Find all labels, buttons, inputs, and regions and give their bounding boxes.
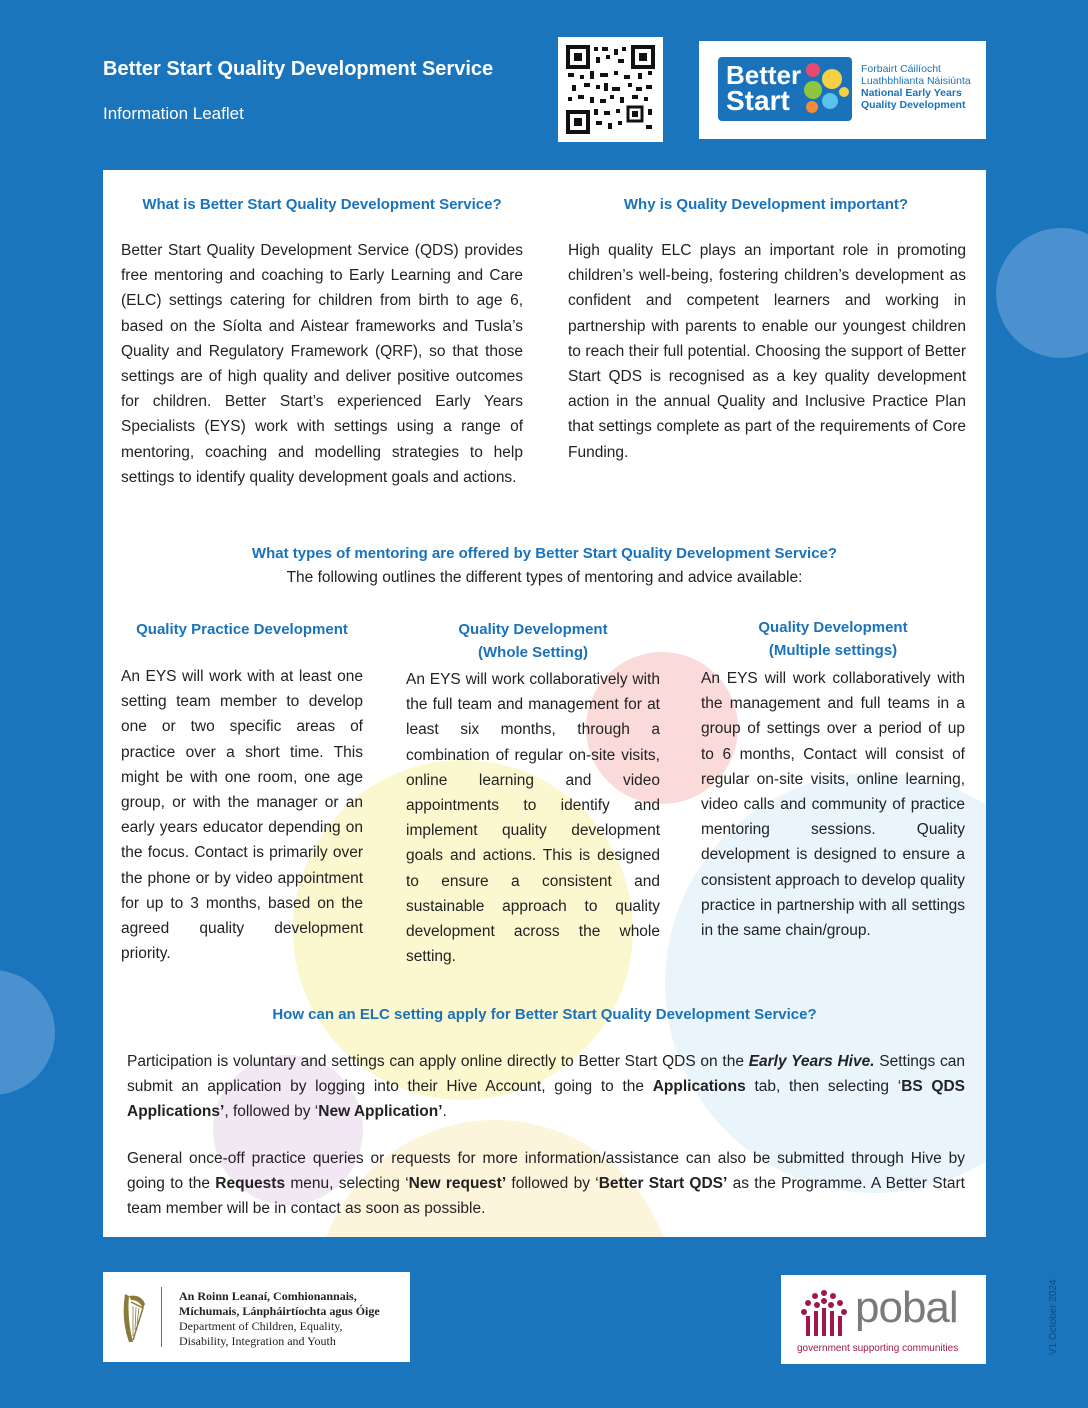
section-body-what-is: Better Start Quality Development Service (QDS) provides free mentoring and coaching to Early Learning and Care (ELC) settings catering for children from birth to age 6, based on the Síolta and Aistear frameworks and Tusla’s Quality and Regulatory Framework (QRF), so that those settings are of high quality and deliver positive outcomes for children. Better Start’s experienced Early Years Specialists (EYS) work with settings using a range of mentoring, coaching and modelling strategies to help settings to identify quality development goals and actions. (121, 242, 523, 486)
col2-heading (406, 621, 660, 661)
department-name-irish: Míchumais, Lánpháirtíochta agus Óige (179, 1304, 380, 1318)
new-request-text: New request’ (408, 1175, 507, 1193)
pobal-tagline: government supporting communities (797, 1343, 959, 1354)
qr-code-icon (558, 37, 663, 142)
department-name-english: Department of Children, Equality, (179, 1319, 343, 1333)
logo-tagline (861, 63, 971, 111)
new-application-text: New Application’ (318, 1103, 443, 1121)
section-intro-types: The following outlines the different types of mentoring and advice available: (286, 569, 803, 586)
harp-icon (119, 1290, 149, 1346)
col3-heading-line1: Quality Development (758, 619, 908, 636)
page-subtitle: Information Leaflet (103, 104, 244, 123)
section-heading-apply: How can an ELC setting apply for Better Start Quality Development Service? (272, 1006, 817, 1023)
better-start-logo (718, 57, 852, 121)
page-title: Better Start Quality Development Service (103, 58, 494, 80)
apply-paragraph-1 (127, 1049, 965, 1125)
logo-dot-icon (804, 81, 822, 99)
section-heading-what-is: What is Better Start Quality Development Service? (142, 196, 502, 213)
text-span: as the Programme. A Better Start team member will be in contact as soon as possible. (127, 1175, 965, 1218)
department-name-irish: An Roinn Leanaí, Comhionannais, (179, 1289, 357, 1303)
logo-word-better: Better (726, 60, 802, 90)
decorative-circle (996, 228, 1088, 358)
logo-tagline-line: Quality Development (861, 99, 966, 111)
section-heading-why: Why is Quality Development important? (623, 196, 909, 213)
col3-heading (701, 619, 965, 659)
text-span: tab, then selecting ‘ (745, 1078, 902, 1096)
pobal-logo (781, 1275, 986, 1364)
text-span: Participation is voluntary and settings can apply online directly to Better Start QDS on the (127, 1053, 749, 1070)
logo-dot-icon (822, 69, 842, 89)
department-logo (103, 1272, 410, 1362)
text-span: followed by ‘ (506, 1175, 599, 1193)
department-name (179, 1289, 380, 1349)
col2-body: An EYS will work collaboratively with the full team and management for at least six months, through a combination of regular on-site visits, online learning and video appointments to identify and implement quality development goals and actions. This is designed to ensure a consistent and sustainable approach to quality development across the whole setting. (406, 671, 660, 966)
better-start-qds-text: Better Start QDS’ (598, 1175, 728, 1193)
logo-tagline-line: Forbairt Cáilíocht (861, 63, 941, 75)
department-name-english: Disability, Integration and Youth (179, 1334, 336, 1348)
logo-dot-icon (806, 101, 818, 113)
content-panel (103, 170, 986, 1237)
logo-dot-icon (806, 63, 820, 77)
col1-heading: Quality Practice Development (136, 621, 348, 638)
logo-tagline-line: Luathbhlianta Náisiúnta (861, 75, 971, 87)
section-body-why: High quality ELC plays an important role in promoting children’s well-being, fostering children’s development as confident and competent learners and working in partnership with parents to enable our youngest children to reach their full potential. Choosing the support of Better Start QDS is recognised as a key quality development action in the annual Quality and Inclusive Practice Plan that settings complete as part of the requirements of Core Funding. (568, 242, 966, 461)
text-span: General once-off practice queries or requests for more information/assistance can also be submitted through Hive by going to the (127, 1150, 965, 1193)
text-span: menu, selecting ‘ (285, 1175, 409, 1193)
decorative-circle (0, 970, 55, 1095)
applications-text: Applications (652, 1078, 746, 1096)
apply-paragraph-2 (127, 1146, 965, 1222)
version-label: V1 October 2024 (1048, 1279, 1059, 1355)
logo-word-start: Start (726, 85, 790, 116)
text-span: , followed by ‘ (224, 1103, 319, 1121)
text-span: Settings can submit an application by logging into their Hive Account, going to the (127, 1053, 965, 1096)
qr-code[interactable] (558, 37, 663, 142)
divider (161, 1287, 162, 1347)
text-span: . (442, 1103, 447, 1121)
logo-tagline-line: National Early Years (861, 87, 962, 99)
logo-dot-icon (839, 87, 849, 97)
logo-dot-icon (822, 93, 838, 109)
section-heading-types: What types of mentoring are offered by Better Start Quality Development Service? (251, 545, 838, 562)
col3-body: An EYS will work collaboratively with the management and full teams in a group of settings over a period of up to 6 months, Contact will consist of regular on-site visits, online learning, video calls and community of practice mentoring sessions. Quality development is designed to ensure a consistent approach to develop quality practice in partnership with all settings in the same chain/group. (701, 670, 965, 940)
col2-heading-line2: (Whole Setting) (478, 644, 588, 661)
col2-heading-line1: Quality Development (458, 621, 608, 638)
col3-heading-line2: (Multiple settings) (768, 642, 898, 659)
early-years-hive-text: Early Years Hive. (748, 1053, 875, 1070)
pobal-dots-icon (797, 1287, 851, 1339)
pobal-wordmark: pobal (855, 1283, 958, 1332)
col1-body: An EYS will work with at least one setting team member to develop one or two specific areas of practice over a short time. This might be with one room, one age group, or with the manager or an early years educator depending on the focus. Contact is primarily over the phone or by video appointment for up to 3 months, based on the agreed quality development priority. (121, 668, 363, 963)
bs-qds-applications-text: BS QDS Applications’ (127, 1078, 966, 1121)
requests-text: Requests (215, 1175, 286, 1193)
